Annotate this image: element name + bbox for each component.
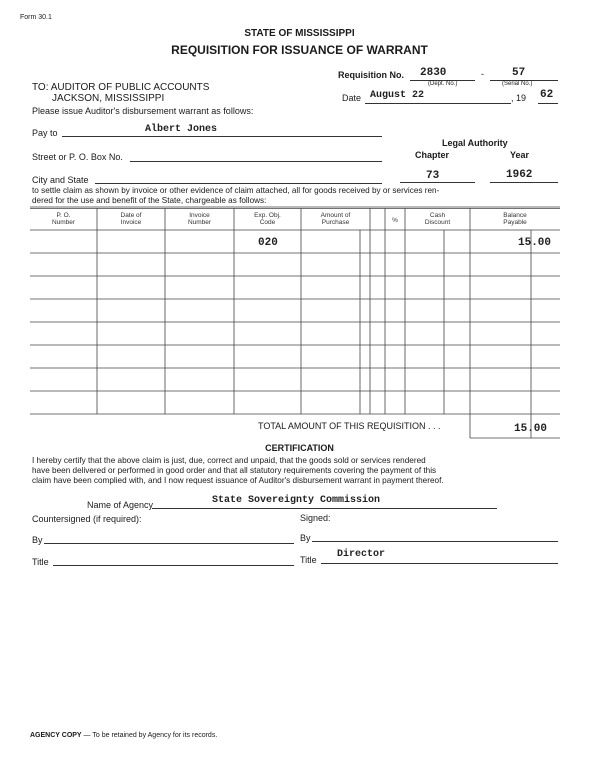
settle-text-2: dered for the use and benefit of the State, chargeable as follows: [32,196,267,205]
countersigned-label: Countersigned (if required): [32,514,142,524]
header-balance-payable: Balance Payable [503,212,527,226]
signed-title-label: Title [300,555,317,565]
form-number: Form 30.1 [20,14,52,21]
legal-authority-heading: Legal Authority [442,138,508,148]
total-label: TOTAL AMOUNT OF THIS REQUISITION . . . [258,421,441,431]
certification-line-3: claim have been complied with, and I now request issuance of Auditor's disbursement warrant in payment thereof. [32,476,444,485]
countersign-by-line [44,543,294,544]
serial-caption: (Serial No.) [502,81,533,87]
chapter-value[interactable]: 73 [426,170,440,182]
agency-copy-label: AGENCY COPY [30,732,82,739]
countersign-by-label: By [32,535,43,545]
date-label: Date [342,93,362,103]
chapter-label: Chapter [415,150,450,160]
to-auditor: TO: AUDITOR OF PUBLIC ACCOUNTS [32,82,210,93]
form-title: REQUISITION FOR ISSUANCE OF WARRANT [171,43,428,57]
state-heading: STATE OF MISSISSIPPI [244,28,355,39]
header-invoice-number: Invoice Number [187,212,212,226]
year-suffix[interactable]: 62 [540,89,554,101]
requisition-label: Requisition No. [338,70,404,80]
certification-heading: CERTIFICATION [265,443,334,453]
footer-note [30,732,217,739]
certification-line-2: have been delivered or performed in good order and that all statutory requirements covering the payment of this [32,466,437,475]
pay-to-value[interactable]: Albert Jones [145,124,218,135]
year-label: Year [510,150,530,160]
total-value[interactable]: 15.00 [514,423,548,435]
req-dash: - [481,69,484,79]
street-label: Street or P. O. Box No. [32,152,123,162]
signed-by-line [312,541,558,542]
settle-text-1: to settle claim as shown by invoice or other evidence of claim attached, all for goods received by or services ren- [32,186,440,195]
dept-caption: (Dept. No.) [428,81,458,87]
dept-no-value[interactable]: 2830 [420,67,447,79]
countersign-title-line [53,565,294,566]
year-prefix: , 19 [511,93,527,103]
date-value[interactable]: August 22 [370,90,425,101]
header-po-number: P. O. Number [51,212,76,226]
to-city: JACKSON, MISSISSIPPI [52,93,165,104]
agency-line [152,508,497,509]
agency-value[interactable]: State Sovereignty Commission [212,495,381,506]
signed-by-label: By [300,533,311,543]
instruction-text: Please issue Auditor's disbursement warrant as follows: [32,106,254,116]
countersign-title-label: Title [32,557,49,567]
header-percent: % [392,217,398,224]
city-label: City and State [32,175,89,185]
pay-to-label: Pay to [32,128,58,138]
certification-line-1: I hereby certify that the above claim is just, due, correct and unpaid, that the goods sold or services rendered [32,456,426,465]
year-value[interactable]: 1962 [506,169,533,181]
serial-no-value[interactable]: 57 [512,67,526,79]
signed-label: Signed: [300,513,331,523]
header-exp-obj-code: Exp. Obj. Code [254,212,281,226]
signed-title-line [321,563,558,564]
header-amount-of-purchase: Amount of Purchase [320,212,351,226]
header-date-of-invoice: Date of Invoice [120,212,142,226]
signed-title-value[interactable]: Director [337,549,386,560]
agency-copy-text: — To be retained by Agency for its records. [81,732,218,739]
agency-label: Name of Agency [87,500,154,510]
header-cash-discount: Cash Discount [424,212,451,226]
row1-balance[interactable]: 15.00 [518,237,552,249]
row1-exp-code[interactable]: 020 [258,237,278,249]
